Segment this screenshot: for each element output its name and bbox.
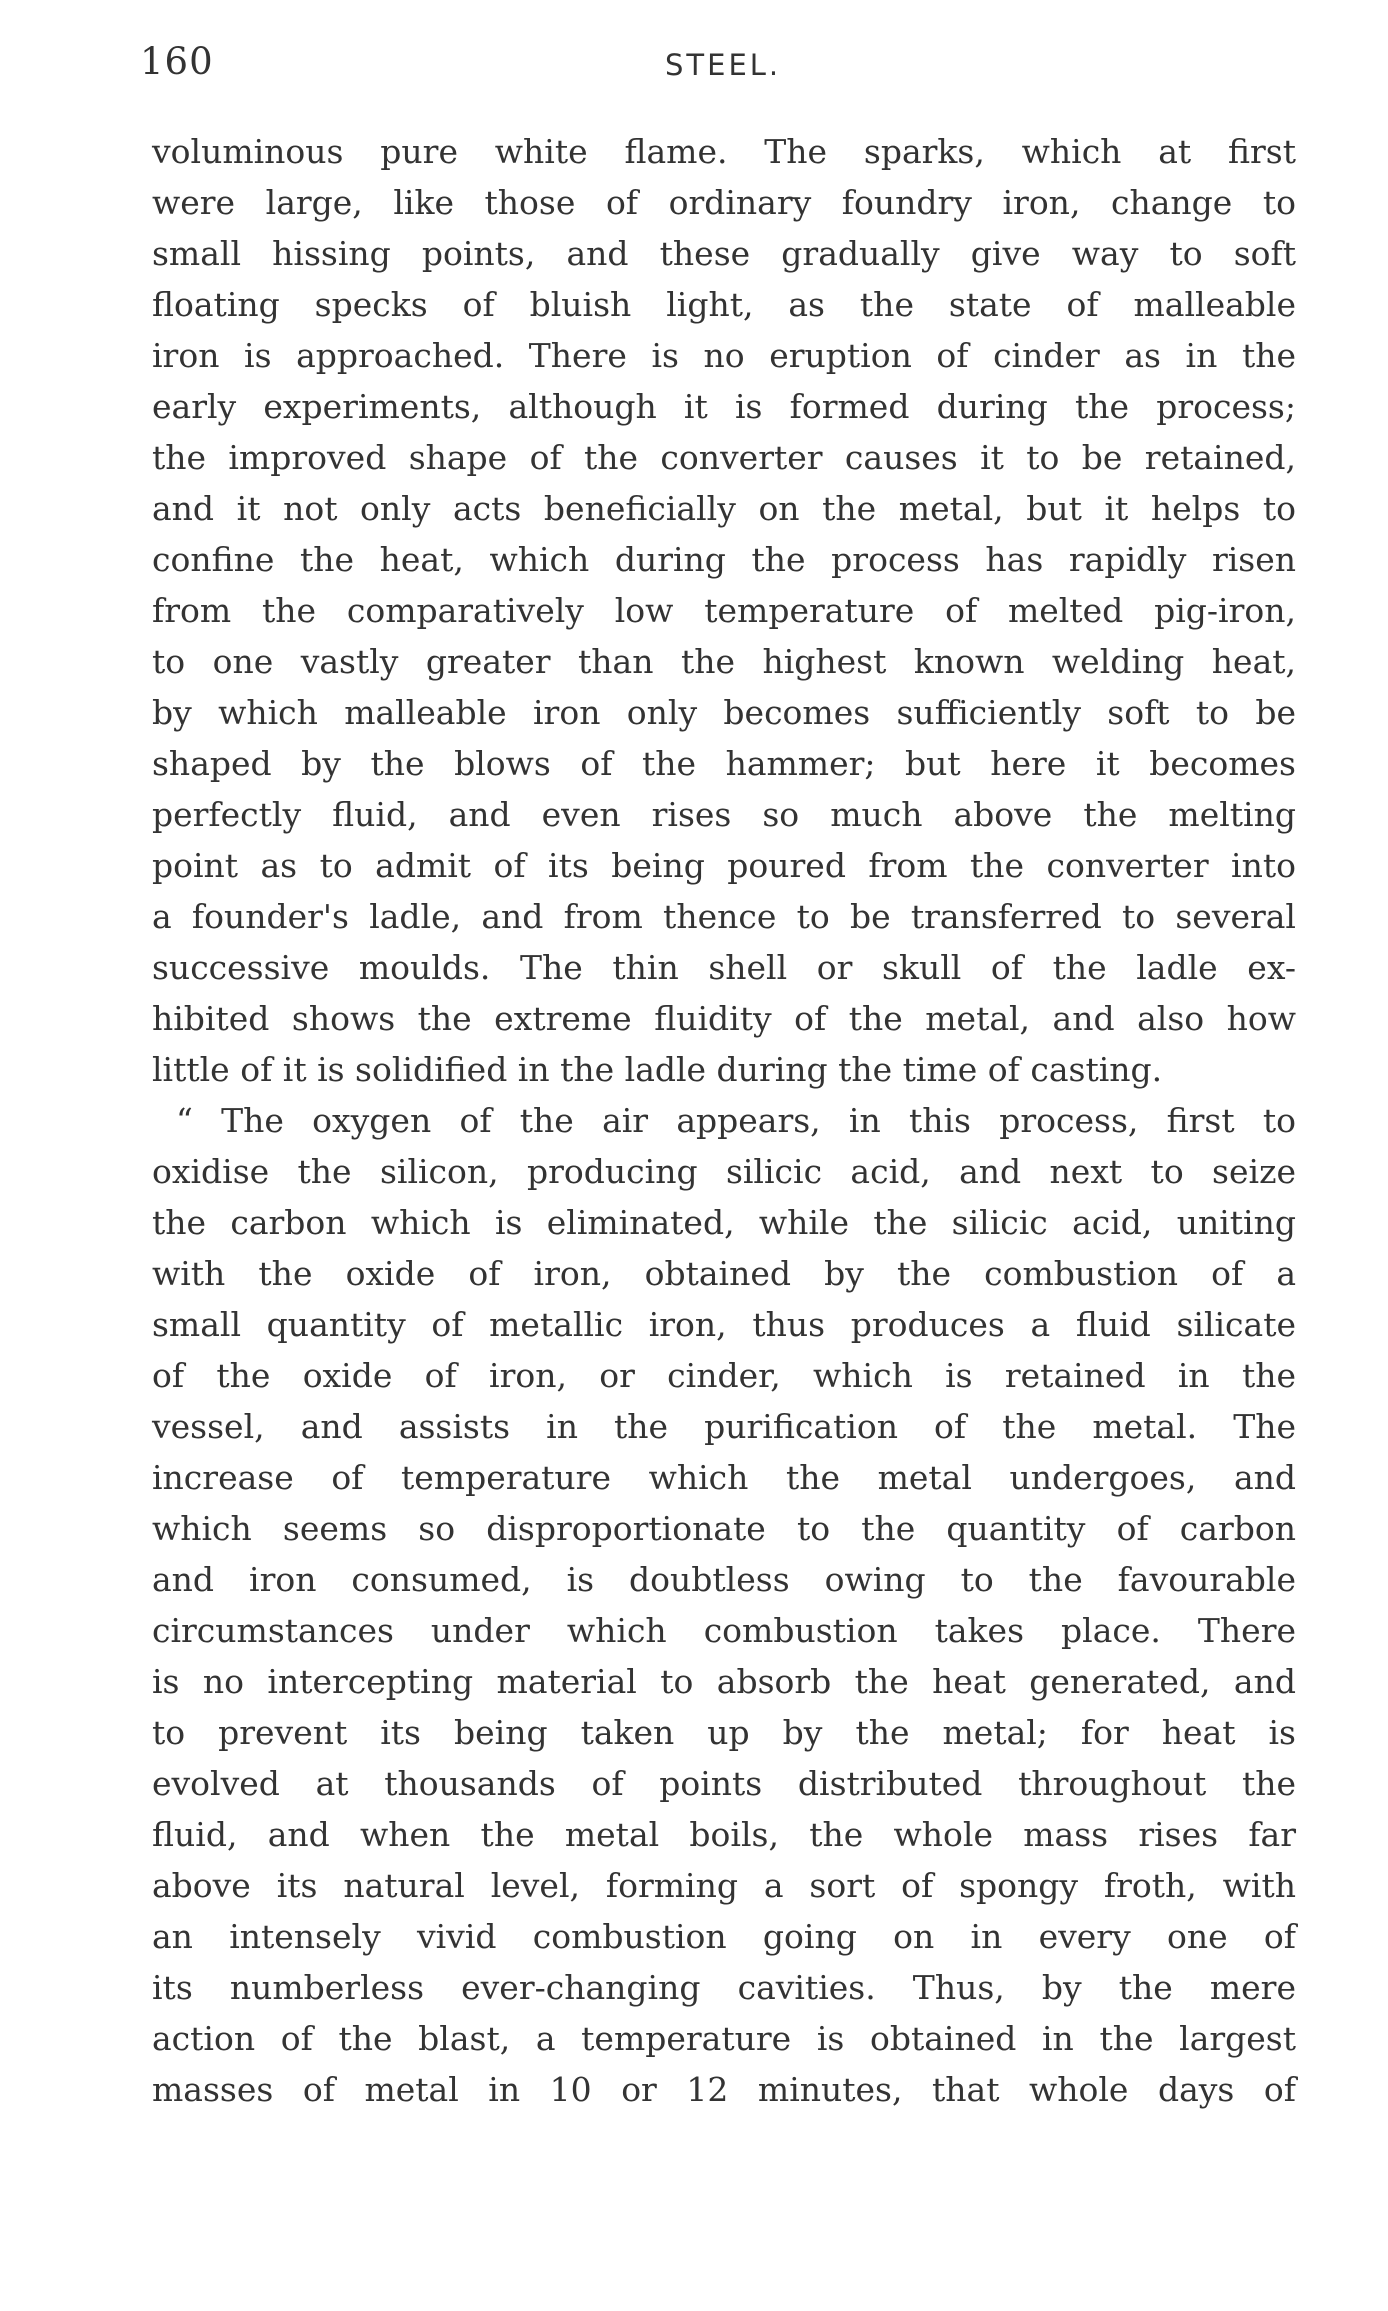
text-line: circumstances under which combustion takes place. There bbox=[152, 1611, 1296, 1650]
text-line: from the comparatively low temperature of melted pig-iron, bbox=[152, 591, 1296, 630]
text-line: small hissing points, and these gradually give way to soft bbox=[152, 234, 1296, 273]
body-text bbox=[152, 126, 1296, 2115]
text-line: perfectly fluid, and even rises so much above the melting bbox=[152, 795, 1296, 834]
text-line: and it not only acts beneficially on the metal, but it helps to bbox=[152, 489, 1296, 528]
text-line: shaped by the blows of the hammer; but here it becomes bbox=[152, 744, 1296, 783]
text-line: above its natural level, forming a sort of spongy froth, with bbox=[152, 1866, 1296, 1905]
text-line: iron is approached. There is no eruption of cinder as in the bbox=[152, 336, 1296, 375]
text-line: and iron consumed, is doubtless owing to the favourable bbox=[152, 1560, 1296, 1599]
text-line: with the oxide of iron, obtained by the combustion of a bbox=[152, 1254, 1296, 1293]
text-line: oxidise the silicon, producing silicic acid, and next to seize bbox=[152, 1152, 1296, 1191]
text-line: the improved shape of the converter causes it to be retained, bbox=[152, 438, 1296, 477]
text-line: by which malleable iron only becomes sufficiently soft to be bbox=[152, 693, 1296, 732]
text-line: to one vastly greater than the highest known welding heat, bbox=[152, 642, 1296, 681]
text-line: hibited shows the extreme fluidity of the metal, and also how bbox=[152, 999, 1296, 1038]
text-line: floating specks of bluish light, as the state of malleable bbox=[152, 285, 1296, 324]
running-head: STEEL. bbox=[665, 48, 782, 82]
text-line: early experiments, although it is formed during the process; bbox=[152, 387, 1296, 426]
paragraph-end-line: little of it is solidified in the ladle during the time of casting. bbox=[152, 1050, 1163, 1089]
text-line: of the oxide of iron, or cinder, which is retained in the bbox=[152, 1356, 1296, 1395]
text-line: which seems so disproportionate to the quantity of carbon bbox=[152, 1509, 1296, 1548]
text-line: action of the blast, a temperature is obtained in the largest bbox=[152, 2019, 1296, 2058]
text-line: a founder's ladle, and from thence to be transferred to several bbox=[152, 897, 1296, 936]
text-line: an intensely vivid combustion going on in every one of bbox=[152, 1917, 1296, 1956]
text-line: vessel, and assists in the purification of the metal. The bbox=[152, 1407, 1296, 1446]
text-line: fluid, and when the metal boils, the whole mass rises far bbox=[152, 1815, 1296, 1854]
text-line: point as to admit of its being poured from the converter into bbox=[152, 846, 1296, 885]
text-line: small quantity of metallic iron, thus produces a fluid silicate bbox=[152, 1305, 1296, 1344]
text-line: increase of temperature which the metal undergoes, and bbox=[152, 1458, 1296, 1497]
text-line: to prevent its being taken up by the metal; for heat is bbox=[152, 1713, 1296, 1752]
text-line: confine the heat, which during the process has rapidly risen bbox=[152, 540, 1296, 579]
text-line: were large, like those of ordinary foundry iron, change to bbox=[152, 183, 1296, 222]
text-line: its numberless ever-changing cavities. Thus, by the mere bbox=[152, 1968, 1296, 2007]
page-header bbox=[0, 40, 1388, 100]
text-line: is no intercepting material to absorb the heat generated, and bbox=[152, 1662, 1296, 1701]
text-line: masses of metal in 10 or 12 minutes, that whole days of bbox=[152, 2070, 1296, 2109]
paragraph-start-line: “ The oxygen of the air appears, in this process, first to bbox=[176, 1101, 1296, 1140]
text-line: voluminous pure white flame. The sparks, which at first bbox=[152, 132, 1296, 171]
text-line: the carbon which is eliminated, while the silicic acid, uniting bbox=[152, 1203, 1296, 1242]
text-line: successive moulds. The thin shell or skull of the ladle ex- bbox=[152, 948, 1296, 987]
page-number: 160 bbox=[140, 40, 214, 83]
text-line: evolved at thousands of points distributed throughout the bbox=[152, 1764, 1296, 1803]
